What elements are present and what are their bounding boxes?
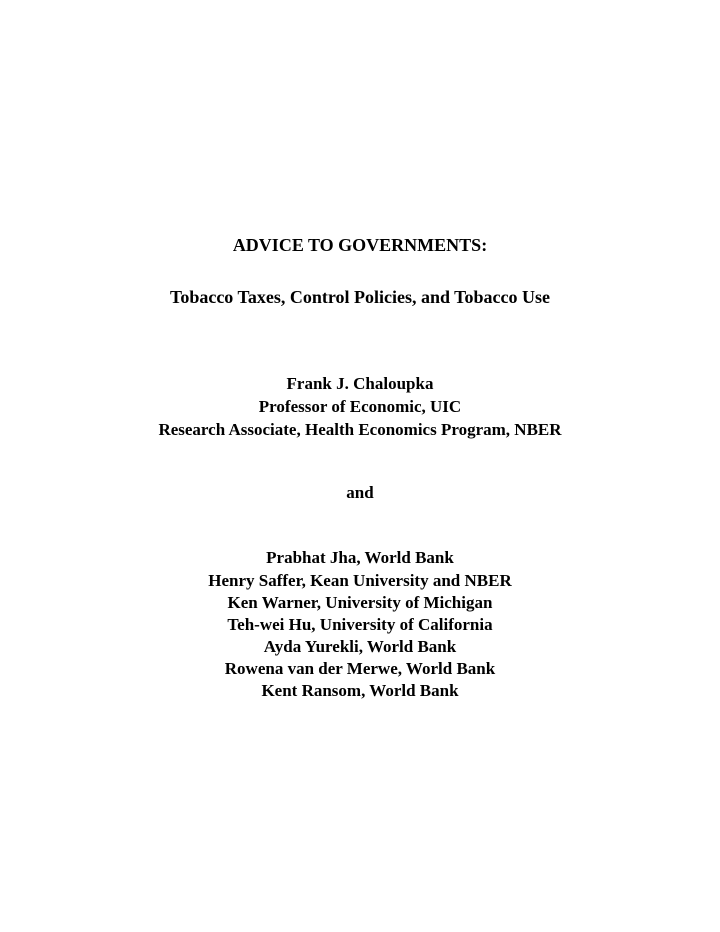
primary-author-position: Professor of Economic, UIC: [258, 397, 462, 416]
coauthor-line: Rowena van der Merwe, World Bank: [224, 659, 496, 678]
coauthor-line: Teh-wei Hu, University of California: [227, 615, 493, 634]
document-title: ADVICE TO GOVERNMENTS:: [232, 235, 488, 255]
coauthor-line: Henry Saffer, Kean University and NBER: [208, 571, 512, 590]
coauthor-line: Kent Ransom, World Bank: [261, 681, 459, 700]
coauthor-line: Ken Warner, University of Michigan: [227, 593, 493, 612]
coauthor-line: Prabhat Jha, World Bank: [266, 548, 454, 567]
primary-author-name: Frank J. Chaloupka: [286, 374, 434, 393]
and-separator: and: [346, 483, 374, 502]
primary-author-affiliation: Research Associate, Health Economics Program, NBER: [158, 420, 562, 439]
coauthor-line: Ayda Yurekli, World Bank: [263, 637, 457, 656]
document-subtitle: Tobacco Taxes, Control Policies, and Tobacco Use: [169, 287, 551, 307]
